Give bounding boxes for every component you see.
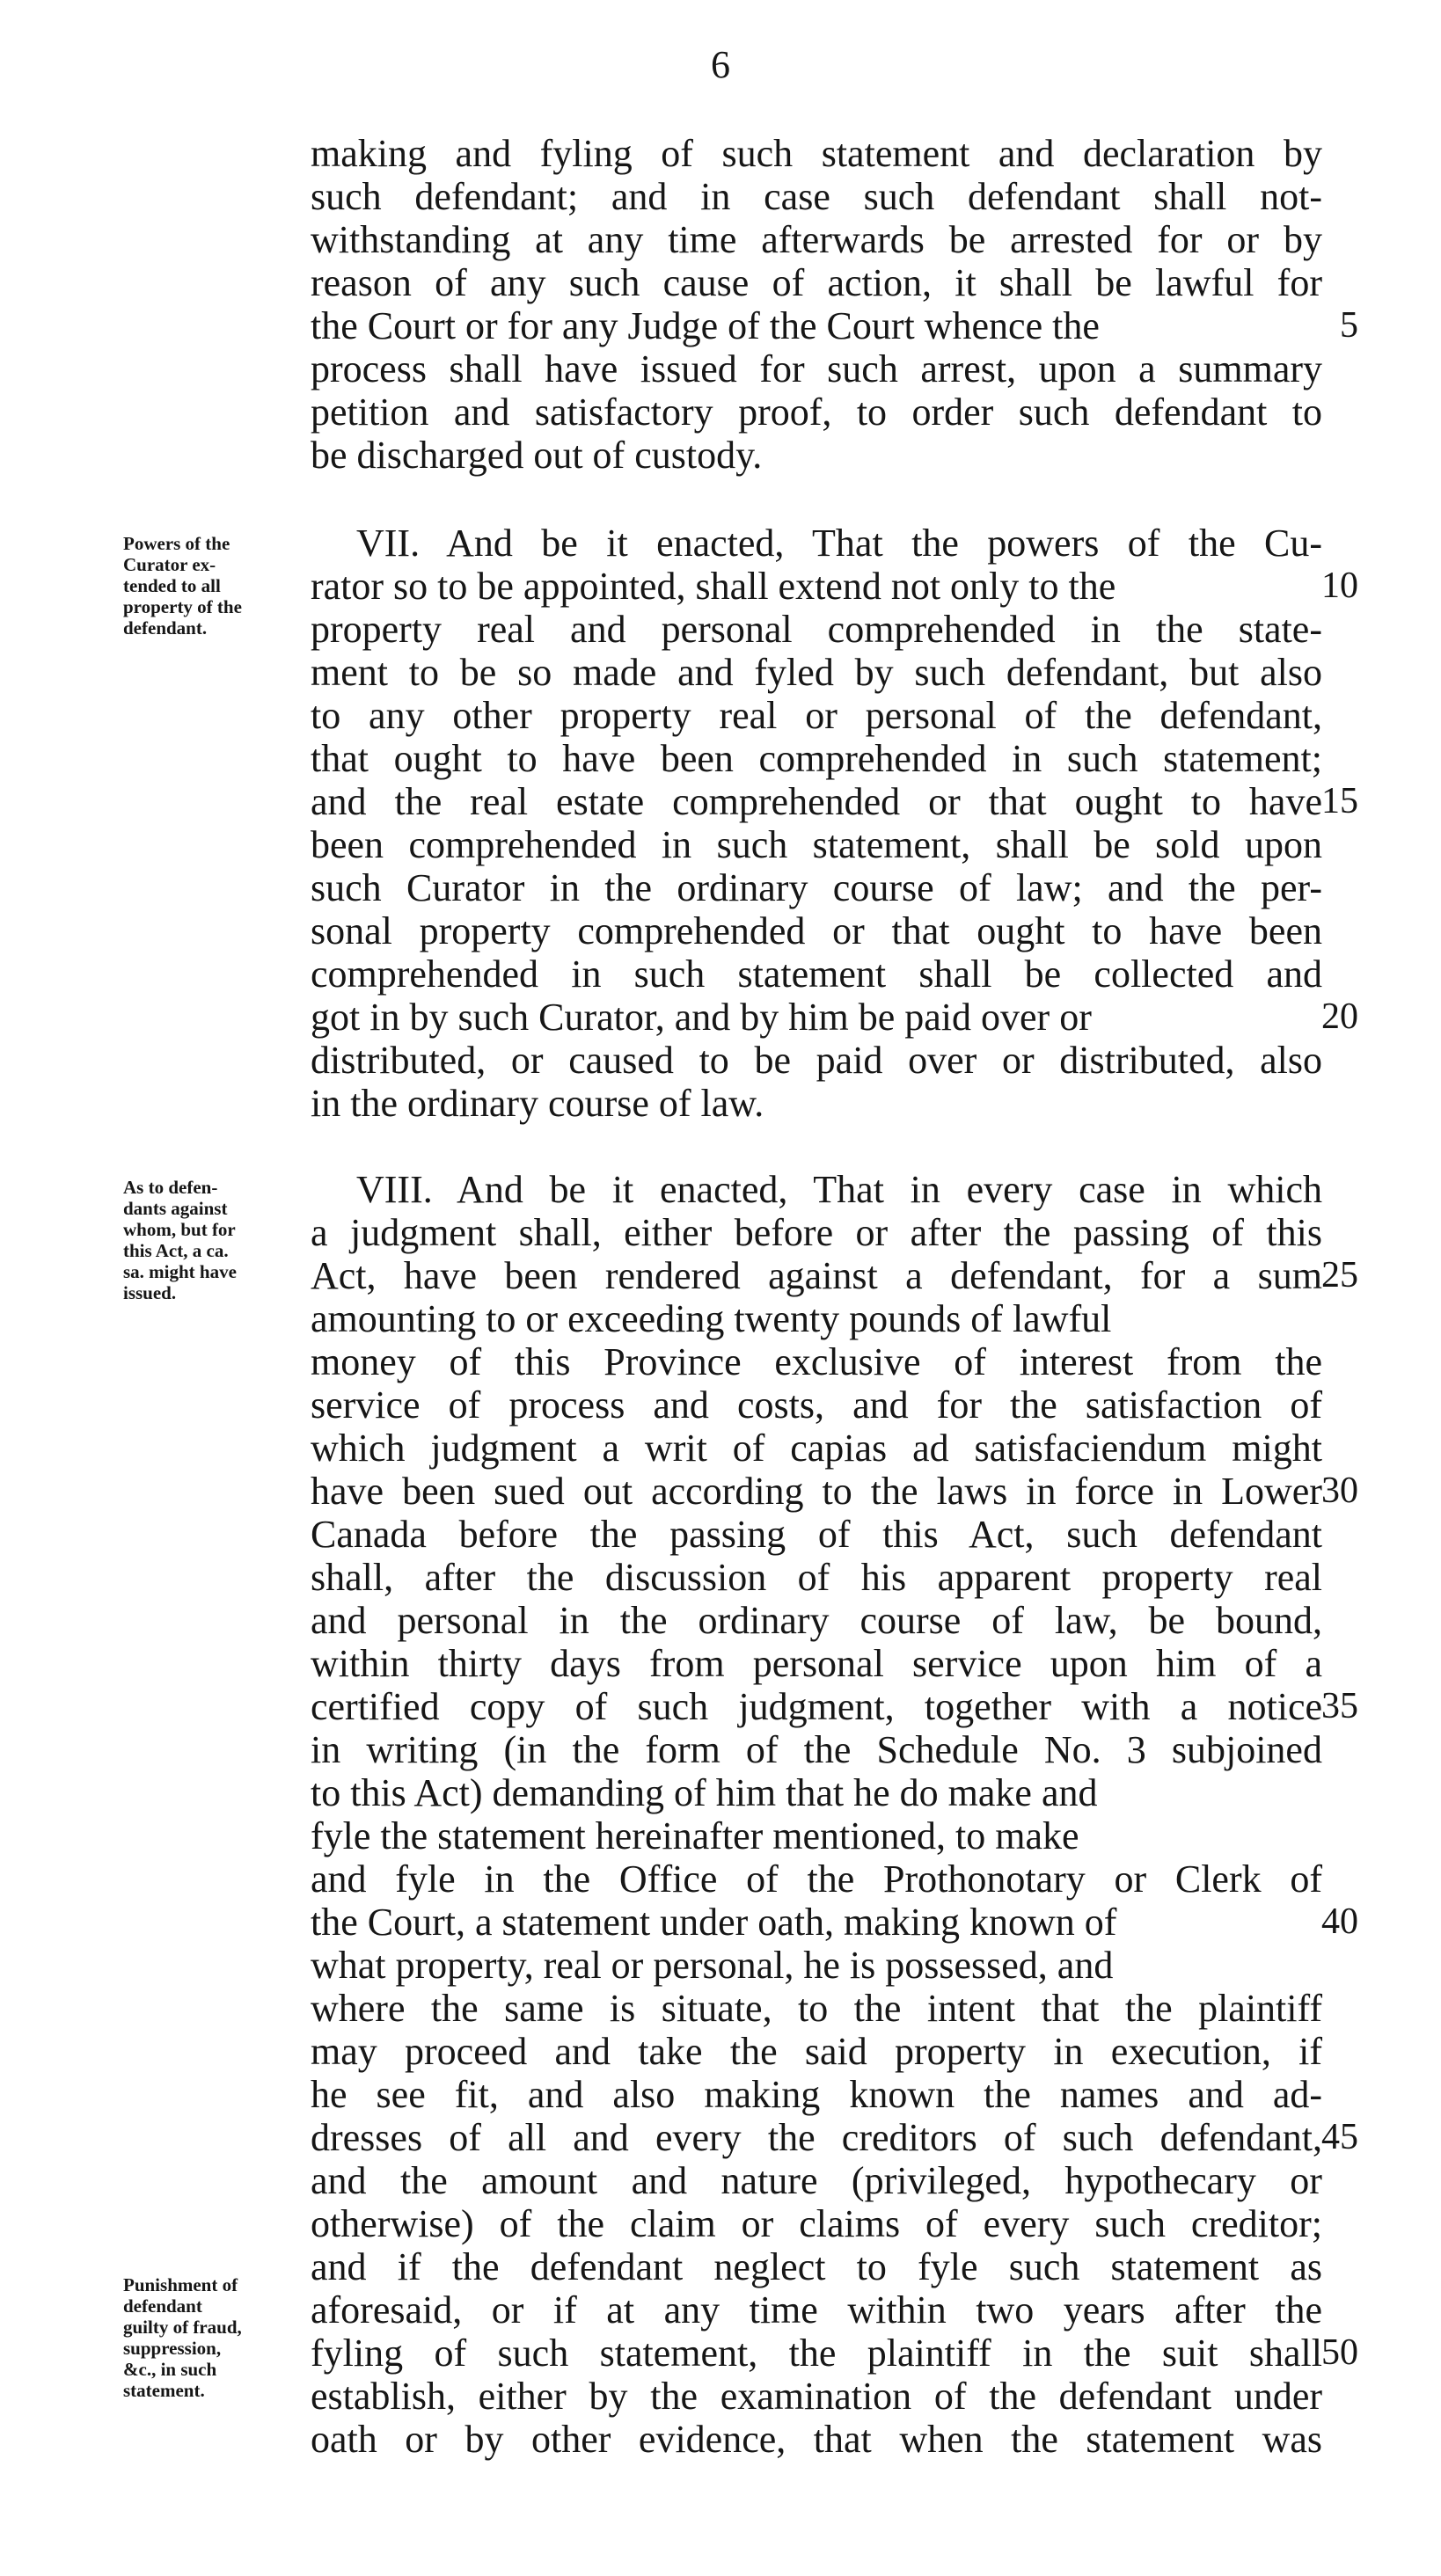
line-text: making and fyling of such statement and declaration by [311, 132, 1322, 175]
text-line [311, 1340, 1322, 1383]
text-line [311, 1857, 1322, 1901]
text-line [311, 2030, 1322, 2073]
margin-note-line: Punishment of [123, 2274, 238, 2295]
margin-note-line: defendant [123, 2295, 202, 2317]
text-line [311, 390, 1322, 434]
text-line [311, 1211, 1322, 1254]
line-text: the Court, a statement under oath, making known of [311, 1901, 1117, 1944]
line-text: VII. And be it enacted, That the powers of the Cu- [356, 522, 1323, 565]
line-text: fyle the statement hereinafter mentioned, to make [311, 1814, 1079, 1857]
text-line [311, 1082, 1322, 1125]
line-text: dresses of all and every the creditors of such defendant, [311, 2116, 1323, 2159]
margin-note-line: &c., in such [123, 2359, 217, 2380]
text-line [311, 2332, 1322, 2375]
text-line [311, 261, 1322, 304]
line-text: otherwise) of the claim or claims of every such creditor; [311, 2202, 1322, 2245]
line-number: 35 [1321, 1686, 1358, 1726]
text-line [311, 1599, 1322, 1642]
margin-note-line: defendant. [123, 617, 208, 639]
text-line [311, 2116, 1322, 2159]
text-line [311, 694, 1322, 737]
line-text: property real and personal comprehended in the state- [311, 608, 1322, 651]
line-text: in writing (in the form of the Schedule No. 3 subjoined [311, 1728, 1322, 1771]
line-text: to any other property real or personal of the defendant, [311, 694, 1323, 737]
line-number: 40 [1321, 1901, 1358, 1942]
margin-note-line: Powers of the [123, 533, 230, 554]
line-number: 45 [1321, 2117, 1358, 2157]
text-line [311, 996, 1322, 1039]
line-text: within thirty days from personal service upon him of a [311, 1642, 1323, 1685]
line-text: reason of any such cause of action, it shall be lawful for [311, 261, 1322, 304]
margin-note-line: suppression, [123, 2338, 222, 2359]
line-text: and fyle in the Office of the Prothonotary or Clerk of [311, 1857, 1323, 1901]
line-text: which judgment a writ of capias ad satisfaciendum might [311, 1427, 1322, 1470]
text-line [311, 175, 1322, 218]
text-line [356, 1168, 1368, 1211]
margin-note-line: property of the [123, 596, 242, 617]
text-line [311, 1297, 1322, 1340]
text-line [311, 1642, 1322, 1685]
line-text: oath or by other evidence, that when the statement was [311, 2418, 1322, 2461]
text-line [311, 434, 1322, 477]
line-text: money of this Province exclusive of interest from the [311, 1340, 1322, 1383]
line-number: 15 [1321, 781, 1358, 821]
line-text: the Court or for any Judge of the Court whence the [311, 304, 1100, 347]
text-line [311, 1513, 1322, 1556]
line-text: and the real estate comprehended or that ought to have [311, 780, 1322, 823]
line-text: establish, either by the examination of the defendant under [311, 2375, 1323, 2418]
text-line [311, 1728, 1322, 1771]
line-number: 50 [1321, 2332, 1358, 2373]
line-number: 5 [1340, 305, 1358, 346]
margin-note-line: issued. [123, 1282, 177, 1303]
line-text: certified copy of such judgment, together with a notice [311, 1685, 1323, 1728]
text-line [311, 304, 1322, 347]
line-text: to this Act) demanding of him that he do make and [311, 1771, 1098, 1814]
text-line [356, 522, 1368, 565]
line-text: in the ordinary course of law. [311, 1082, 764, 1125]
text-line [311, 2375, 1322, 2418]
line-text: rator so to be appointed, shall extend not only to the [311, 565, 1116, 608]
text-line [311, 1556, 1322, 1599]
text-line [311, 952, 1322, 996]
text-line [311, 1901, 1322, 1944]
line-text: aforesaid, or if at any time within two years after the [311, 2288, 1322, 2332]
line-text: what property, real or personal, he is possessed, and [311, 1944, 1114, 1987]
line-text: fyling of such statement, the plaintiff in the suit shall [311, 2332, 1322, 2375]
line-text: that ought to have been comprehended in such statement; [311, 737, 1322, 780]
text-line [311, 1771, 1322, 1814]
text-line [311, 1383, 1322, 1427]
line-text: such defendant; and in case such defendant shall not- [311, 175, 1322, 218]
line-text: and if the defendant neglect to fyle such statement as [311, 2245, 1323, 2288]
line-text: where the same is situate, to the intent that the plaintiff [311, 1987, 1323, 2030]
text-line [311, 737, 1322, 780]
text-line [311, 2073, 1322, 2116]
text-line [311, 866, 1322, 909]
text-line [311, 1814, 1322, 1857]
line-text: and the amount and nature (privileged, hypothecary or [311, 2159, 1322, 2202]
text-line [311, 651, 1322, 694]
line-text: comprehended in such statement shall be collected and [311, 952, 1322, 996]
line-text: ment to be so made and fyled by such defendant, but also [311, 651, 1322, 694]
margin-note-line: statement. [123, 2380, 205, 2401]
text-line [311, 1254, 1322, 1297]
line-text: Canada before the passing of this Act, such defendant [311, 1513, 1323, 1556]
line-text: petition and satisfactory proof, to order such defendant to [311, 390, 1322, 434]
line-text: been comprehended in such statement, shall be sold upon [311, 823, 1322, 866]
line-text: shall, after the discussion of his apparent property real [311, 1556, 1323, 1599]
margin-note-line: this Act, a ca. [123, 1240, 229, 1261]
line-text: sonal property comprehended or that ought to have been [311, 909, 1322, 952]
text-line [311, 1685, 1322, 1728]
margin-note [123, 533, 312, 639]
text-line [311, 132, 1322, 175]
text-line [311, 347, 1322, 390]
line-text: process shall have issued for such arrest, upon a summary [311, 347, 1323, 390]
margin-note [123, 2274, 312, 2401]
text-line [311, 1427, 1322, 1470]
line-text: he see fit, and also making known the names and ad- [311, 2073, 1323, 2116]
text-line [311, 1470, 1322, 1513]
text-line [311, 2245, 1322, 2288]
line-text: have been sued out according to the laws in force in Lower [311, 1470, 1322, 1513]
text-line [311, 218, 1322, 261]
line-text: withstanding at any time afterwards be arrested for or by [311, 218, 1322, 261]
line-text: amounting to or exceeding twenty pounds of lawful [311, 1297, 1112, 1340]
margin-note-line: As to defen- [123, 1177, 218, 1198]
text-line [311, 2288, 1322, 2332]
text-line [311, 1039, 1322, 1082]
line-text: service of process and costs, and for the satisfaction of [311, 1383, 1322, 1427]
text-line [311, 608, 1322, 651]
line-number: 10 [1321, 566, 1358, 606]
line-text: got in by such Curator, and by him be paid over or [311, 996, 1092, 1039]
text-line [311, 2159, 1322, 2202]
text-line [311, 823, 1322, 866]
margin-note-line: dants against [123, 1198, 228, 1219]
margin-note-line: tended to all [123, 575, 221, 596]
line-text: a judgment shall, either before or after the passing of this [311, 1211, 1322, 1254]
line-text: be discharged out of custody. [311, 434, 763, 477]
line-text: such Curator in the ordinary course of law; and the per- [311, 866, 1322, 909]
text-line [311, 909, 1322, 952]
text-line [311, 565, 1322, 608]
margin-note-line: guilty of fraud, [123, 2317, 242, 2338]
line-text: distributed, or caused to be paid over or distributed, also [311, 1039, 1323, 1082]
line-number: 20 [1321, 996, 1358, 1037]
line-number: 30 [1321, 1470, 1358, 1511]
text-line [311, 2202, 1322, 2245]
margin-note-line: Curator ex- [123, 554, 216, 575]
text-line [311, 780, 1322, 823]
line-text: may proceed and take the said property in execution, if [311, 2030, 1322, 2073]
line-text: Act, have been rendered against a defendant, for a sum [311, 1254, 1322, 1297]
margin-note-line: sa. might have [123, 1261, 237, 1282]
page-number: 6 [711, 43, 730, 86]
line-text: and personal in the ordinary course of law, be bound, [311, 1599, 1323, 1642]
text-line [311, 1944, 1322, 1987]
margin-note [123, 1177, 312, 1303]
text-line [311, 2418, 1322, 2461]
margin-note-line: whom, but for [123, 1219, 236, 1240]
line-number: 25 [1321, 1255, 1358, 1295]
text-line [311, 1987, 1322, 2030]
line-text: VIII. And be it enacted, That in every case in which [356, 1168, 1323, 1211]
